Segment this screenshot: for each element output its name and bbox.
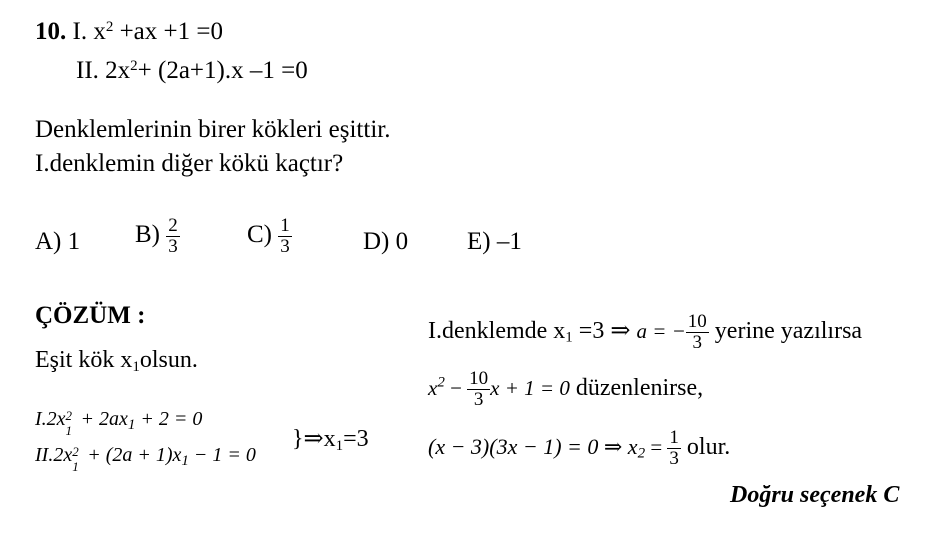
question-stem-line2: I.denklemin diğer kökü kaçtır?: [35, 150, 344, 177]
line1-denominator: 3: [692, 331, 703, 353]
option-e: [467, 228, 522, 256]
sys1-sup: 2: [65, 408, 73, 423]
solution-line1: [428, 312, 862, 353]
option-b-numerator: 2: [168, 215, 178, 236]
line2-exp: 2: [437, 374, 445, 391]
option-c-numerator: 1: [280, 215, 290, 236]
eq1-rest: +ax +1 =0: [113, 18, 223, 45]
equal-root-line: [35, 347, 198, 374]
sys2-part-b: + (2a + 1)x: [82, 444, 182, 466]
sys1-sub: 1: [65, 423, 73, 438]
line3-factored: (x − 3)(3x − 1) = 0 ⇒ x: [428, 433, 638, 459]
option-c-fraction: [278, 216, 292, 257]
sys1-sub2: 1: [127, 416, 136, 433]
line3-after: olur.: [680, 433, 731, 460]
option-d-value: 0: [395, 228, 409, 255]
option-a-label: A): [35, 228, 62, 255]
solution-heading: ÇÖZÜM :: [35, 302, 146, 329]
sys2-sup: 2: [72, 444, 79, 459]
line2-fraction: [467, 369, 490, 410]
system-eq2: [35, 444, 256, 474]
option-b-fraction: [166, 216, 180, 257]
option-d-label: D): [363, 228, 390, 255]
equal-root-after: olsun.: [139, 347, 198, 373]
line2-x: x: [428, 375, 438, 400]
option-a-value: 1: [67, 228, 81, 255]
sys1-part-b: + 2ax: [75, 408, 128, 430]
line3-sub: 2: [637, 445, 646, 462]
eq2-part: 2x: [98, 57, 131, 84]
line3-denominator: 3: [669, 447, 679, 469]
line2-minus: −: [444, 375, 468, 400]
equal-root-sub: 1: [132, 358, 140, 375]
sys2-supsub: [72, 444, 82, 474]
implies-x1: [292, 424, 369, 453]
eq2-exponent: 2: [130, 57, 138, 74]
sys1-part-c: + 2 = 0: [135, 408, 203, 430]
line1-sub: 1: [565, 329, 573, 346]
line3-fraction: [667, 428, 681, 469]
sys2-part-a: II.2x: [35, 444, 73, 466]
option-b: [135, 216, 180, 257]
question-number: 10.: [35, 18, 67, 45]
line1-text: I.denklemde x: [428, 317, 566, 344]
option-b-denominator: 3: [168, 235, 178, 257]
option-b-label: B): [135, 221, 160, 249]
line2-after: düzenlenirse,: [569, 374, 704, 401]
eq1-part: x: [87, 18, 106, 45]
line2-denominator: 3: [473, 388, 484, 410]
option-c-label: C): [247, 221, 272, 249]
system-eq1: [35, 408, 203, 438]
option-c: [247, 216, 292, 257]
solution-line3: [428, 428, 730, 469]
eq2-rest: + (2a+1).x –1 =0: [137, 57, 308, 84]
sys1-part-a: I.2x: [35, 408, 66, 430]
question-stem-line1: Denklemlerinin birer kökleri eşittir.: [35, 116, 391, 143]
line1-after: yerine yazılırsa: [708, 317, 863, 344]
line1-fraction: [686, 312, 709, 353]
solution-line2: [428, 369, 703, 410]
line2-rest: x + 1 = 0: [490, 375, 570, 400]
sys1-supsub: [65, 408, 76, 438]
eq1-label: I.: [72, 18, 88, 45]
option-e-label: E): [467, 228, 491, 255]
line3-numerator: 1: [669, 427, 679, 448]
sys2-sub: 1: [72, 459, 79, 474]
answer-text: Doğru seçenek C: [730, 482, 900, 508]
sys2-sub2: 1: [181, 452, 189, 469]
sys2-part-c: − 1 = 0: [188, 444, 256, 466]
line2-numerator: 10: [469, 368, 489, 389]
option-a: [35, 228, 80, 256]
implies-sub: 1: [335, 437, 344, 454]
question-eq1: [35, 18, 223, 46]
line1-numerator: 10: [687, 311, 707, 332]
option-d: [363, 228, 408, 256]
eq1-exponent: 2: [105, 18, 114, 35]
option-c-denominator: 3: [280, 235, 290, 257]
implies-after: =3: [343, 426, 369, 452]
equal-root-text: Eşit kök x: [35, 347, 133, 373]
implies-arrow: }⇒x: [292, 426, 336, 452]
line1-a-eq: a = −: [636, 318, 686, 343]
line3-eq: =: [645, 434, 668, 459]
line1-mid: =3 ⇒: [572, 317, 637, 344]
eq2-label: II.: [76, 57, 99, 84]
question-eq2: [76, 57, 308, 85]
option-e-value: –1: [496, 228, 522, 255]
